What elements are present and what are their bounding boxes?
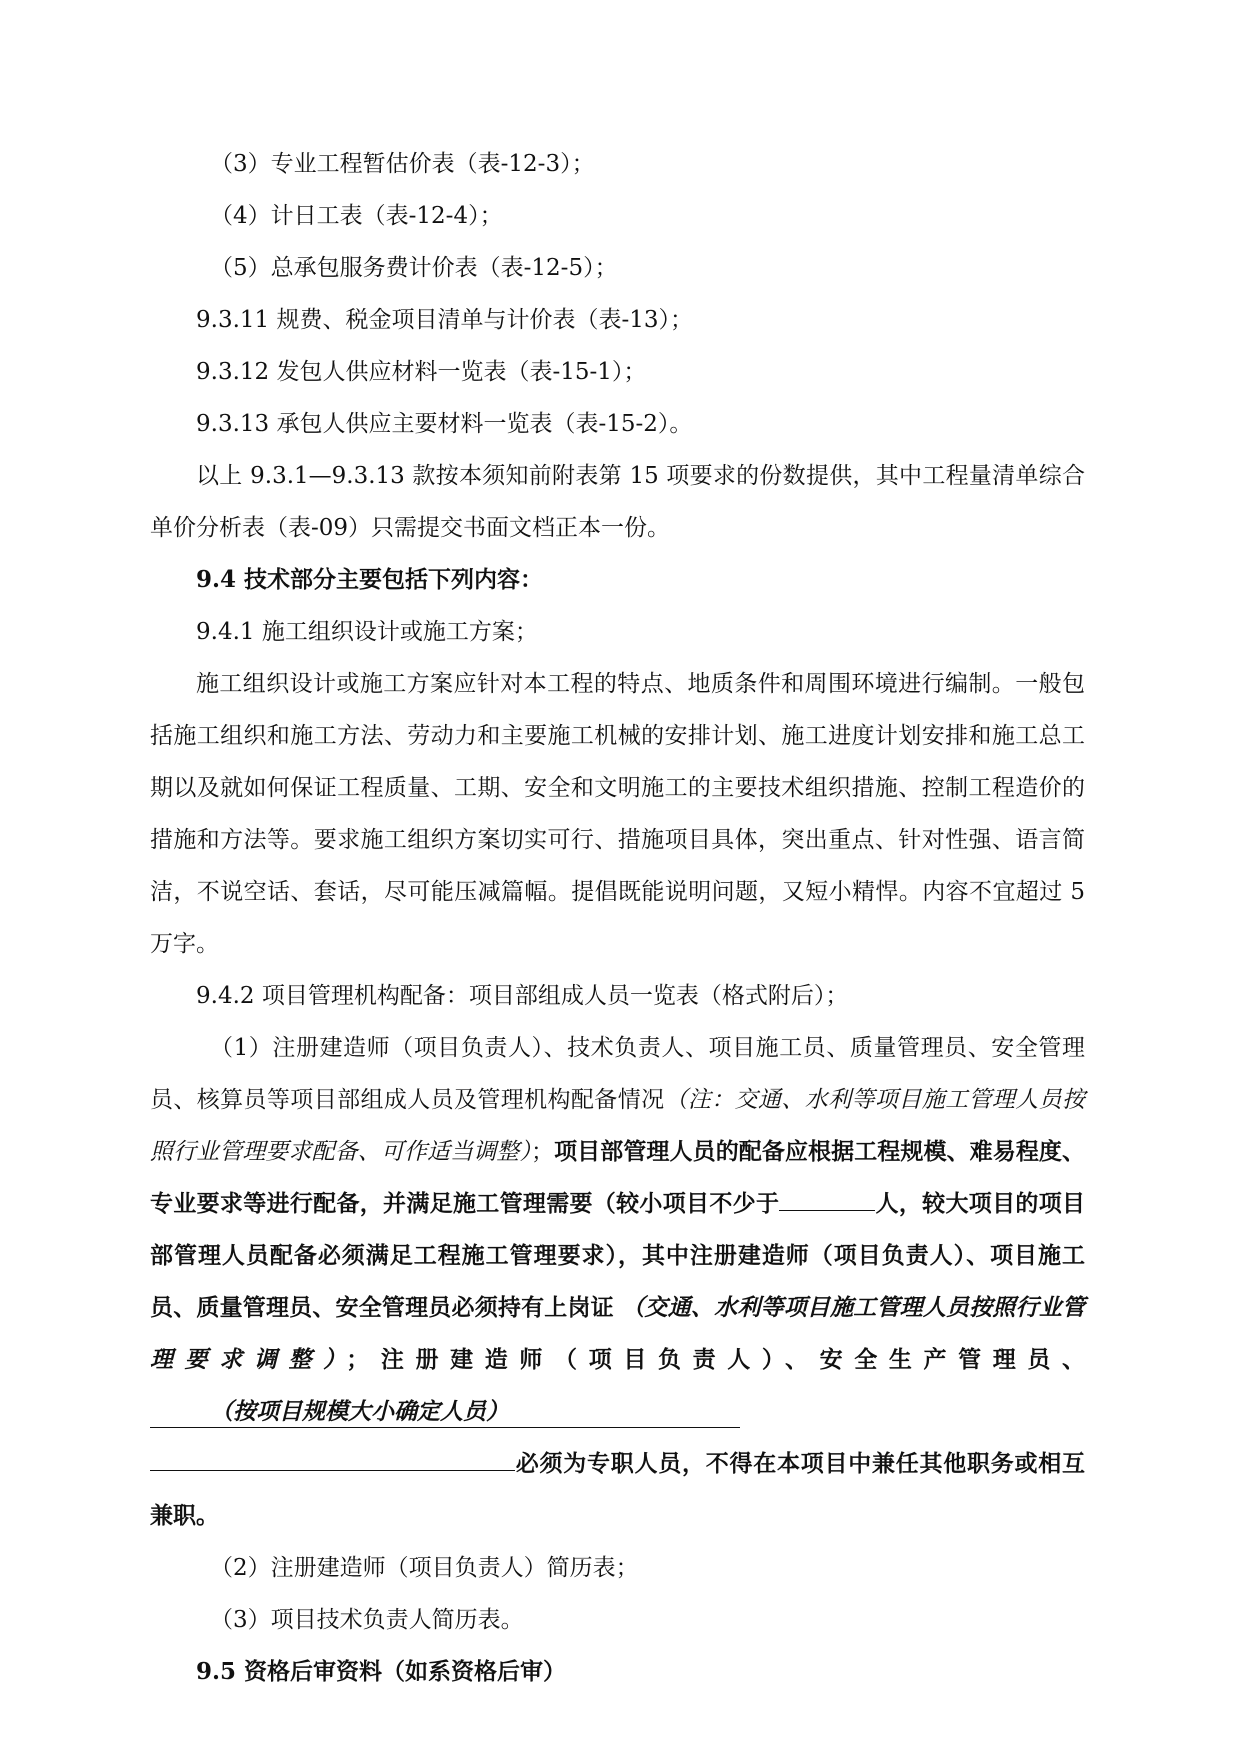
fulltime-staff-intro: ；注册建造师（项目负责人）、安全生产管理员、 (346, 1346, 1086, 1373)
staffing-semicolon: ； (531, 1139, 554, 1165)
clause-9-3-11: 9.3.11 规费、税金项目清单与计价表（表-13）； (196, 307, 694, 333)
staff-count-blank (779, 1180, 875, 1211)
clause-9-3-13: 9.3.13 承包人供应主要材料一览表（表-15-2）。 (196, 411, 693, 437)
staffing-industry-note: （交通、水利等项目施工管理人员按照行业管理要求调整） (150, 1294, 1086, 1373)
construction-plan-paragraph: 施工组织设计或施工方案应针对本工程的特点、地质条件和周围环境进行编制。一般包括施工组织和施工方法、劳动力和主要施工机械的安排计划、施工进度计划安排和施工总工期以及就如何保证工程质量、工期、安全和文明施工的主要技术组织措施、控制工程造价的措施和方法等。要求施工组织方案切实可行、措施项目具体，突出重点、针对性强、语言简洁，不说空话、套话，尽可能压减篇幅。提倡既能说明问题，又短小精悍。内容不宜超过 5 万字。 (150, 671, 1085, 957)
clause-9-3-12: 9.3.12 发包人供应材料一览表（表-15-1）； (196, 359, 647, 385)
fulltime-staff-requirement: 必须为专职人员，不得在本项目中兼任其他职务或相互兼职。 (150, 1450, 1085, 1529)
list-item-3-resume: （3）项目技术负责人简历表。 (210, 1607, 524, 1633)
fulltime-staff-blank-hint: （按项目规模大小确定人员） (210, 1398, 509, 1425)
staffing-requirement-cont: 人，较大项目的项目部管理人员配备必须满足工程施工管理要求），其中注册建造师（项目负责人）、项目施工员、质量管理员、安全管理员必须持有上岗证 (150, 1190, 1086, 1321)
staffing-note-italic: （注：交通、水利等项目施工管理人员按照行业管理要求配备、可作适当调整） (150, 1087, 1086, 1165)
document-page (150, 138, 1085, 1698)
list-item-4: （4）计日工表（表-12-4）； (210, 203, 503, 229)
list-item-2-resume: （2）注册建造师（项目负责人）简历表； (210, 1555, 639, 1581)
section-9-5-heading: 9.5 资格后审资料（如系资格后审） (196, 1658, 567, 1685)
above-clauses-note: 以上 9.3.1—9.3.13 款按本须知前附表第 15 项要求的份数提供，其中工程量清单综合单价分析表（表-09）只需提交书面文档正本一份。 (150, 463, 1085, 541)
clause-9-4-1: 9.4.1 施工组织设计或施工方案； (196, 619, 538, 645)
section-9-4-heading: 9.4 技术部分主要包括下列内容： (196, 566, 544, 593)
list-item-3: （3）专业工程暂估价表（表-12-3）； (210, 151, 595, 177)
list-item-5: （5）总承包服务费计价表（表-12-5）； (210, 255, 618, 281)
fulltime-staff-blank-cont (150, 1440, 515, 1471)
staffing-paragraph (150, 1022, 1085, 1542)
staffing-intro: （1）注册建造师（项目负责人）、技术负责人、项目施工员、质量管理员、安全管理员、核算员等项目部组成人员及管理机构配备情况 (150, 1035, 1085, 1113)
staffing-requirement: 项目部管理人员的配备应根据工程规模、难易程度、专业要求等进行配备，并满足施工管理需要（较小项目不少于 (150, 1138, 1086, 1217)
clause-9-4-2: 9.4.2 项目管理机构配备：项目部组成人员一览表（格式附后）； (196, 983, 849, 1009)
fulltime-staff-blank (150, 1397, 740, 1428)
